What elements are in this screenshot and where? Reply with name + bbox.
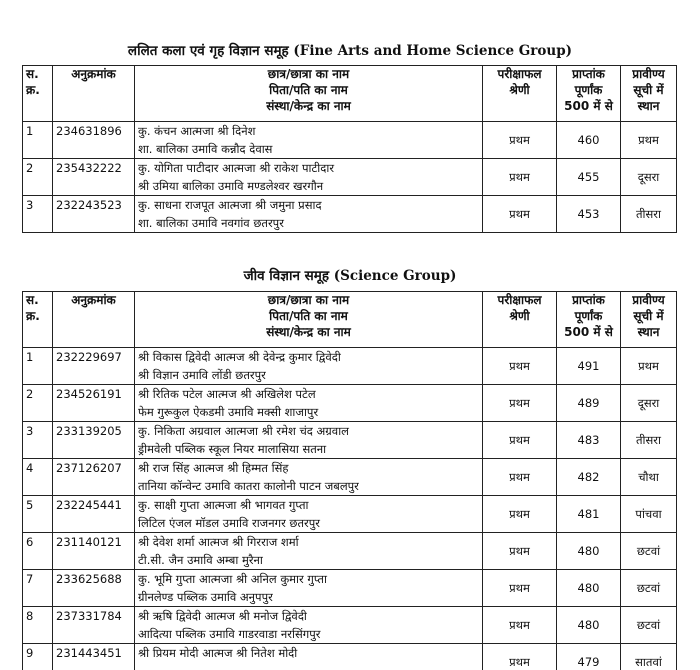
roll-number: 231443451 [53, 644, 135, 670]
header-marks: प्राप्तांक पूर्णांक 500 में से [557, 292, 621, 348]
grade: प्रथम [483, 459, 557, 496]
merit-rank: प्रथम [621, 122, 677, 159]
marks: 455 [557, 159, 621, 196]
marks: 480 [557, 607, 621, 644]
student-details: श्री ऋषि द्विवेदी आत्मज श्री मनोज द्विवेदी आदित्या पब्लिक उमावि गाडरवाडा नरसिंगपुर [135, 607, 483, 644]
merit-rank: पांचवा [621, 496, 677, 533]
grade: प्रथम [483, 644, 557, 670]
grade: प्रथम [483, 385, 557, 422]
student-details: कु. साक्षी गुप्ता आत्मजा श्री भागवत गुप्ता लिटिल एंजल मॉडल उमावि राजनगर छतरपुर [135, 496, 483, 533]
student-details: श्री विकास द्विवेदी आत्मज श्री देवेन्द्र कुमार द्विवेदी श्री विज्ञान उमावि लोंडी छतरपुर [135, 348, 483, 385]
merit-rank: छटवां [621, 607, 677, 644]
science-table [22, 291, 677, 670]
merit-rank: छटवां [621, 570, 677, 607]
fine-arts-section-title: ललित कला एवं गृह विज्ञान समूह (Fine Arts and Home Science Group) [127, 43, 573, 59]
student-details: कु. योगिता पाटीदार आत्मजा श्री राकेश पाटीदार श्री उमिया बालिका उमावि मण्डलेश्वर खरगौन [135, 159, 483, 196]
roll-number: 237331784 [53, 607, 135, 644]
marks: 483 [557, 422, 621, 459]
table-row [23, 196, 677, 233]
header-grade: परीक्षाफल श्रेणी [483, 292, 557, 348]
serial-number: 7 [23, 570, 53, 607]
merit-rank: प्रथम [621, 348, 677, 385]
grade: प्रथम [483, 496, 557, 533]
roll-number: 235432222 [53, 159, 135, 196]
grade: प्रथम [483, 348, 557, 385]
serial-number: 5 [23, 496, 53, 533]
marks: 481 [557, 496, 621, 533]
serial-number: 8 [23, 607, 53, 644]
serial-number: 1 [23, 348, 53, 385]
merit-rank: दूसरा [621, 385, 677, 422]
marks: 480 [557, 533, 621, 570]
grade: प्रथम [483, 533, 557, 570]
marks: 479 [557, 644, 621, 670]
merit-rank: चौथा [621, 459, 677, 496]
student-details: श्री राज सिंह आत्मज श्री हिम्मत सिंह तानिया कॉन्वेन्ट उमावि कातरा कालोनी पाटन जबलपुर [135, 459, 483, 496]
roll-number: 231140121 [53, 533, 135, 570]
marks: 491 [557, 348, 621, 385]
student-details: श्री देवेश शर्मा आत्मज श्री गिरराज शर्मा टी.सी. जैन उमावि अम्बा मुरैना [135, 533, 483, 570]
student-details: कु. साधना राजपूत आत्मजा श्री जमुना प्रसाद शा. बालिका उमावि नवगांव छतरपुर [135, 196, 483, 233]
grade: प्रथम [483, 122, 557, 159]
grade: प्रथम [483, 196, 557, 233]
table-header-row [23, 292, 677, 348]
merit-rank: तीसरा [621, 422, 677, 459]
table-row [23, 385, 677, 422]
marks: 480 [557, 570, 621, 607]
serial-number: 6 [23, 533, 53, 570]
header-grade: परीक्षाफल श्रेणी [483, 66, 557, 122]
merit-rank: सातवां [621, 644, 677, 670]
serial-number: 9 [23, 644, 53, 670]
table-row [23, 607, 677, 644]
table-row [23, 533, 677, 570]
science-section-title: जीव विज्ञान समूह (Science Group) [243, 268, 457, 284]
header-rank: प्रावीण्य सूची में स्थान [621, 292, 677, 348]
header-sno: स. क्र. [23, 66, 53, 122]
table-row [23, 459, 677, 496]
serial-number: 2 [23, 385, 53, 422]
table-row [23, 496, 677, 533]
roll-number: 232229697 [53, 348, 135, 385]
header-name: छात्र/छात्रा का नाम पिता/पति का नाम संस्था/केन्द्र का नाम [135, 292, 483, 348]
table-row [23, 348, 677, 385]
roll-number: 232245441 [53, 496, 135, 533]
roll-number: 232243523 [53, 196, 135, 233]
marks: 453 [557, 196, 621, 233]
student-details: कु. कंचन आत्मजा श्री दिनेश शा. बालिका उमावि कन्नौद देवास [135, 122, 483, 159]
student-details: कु. भूमि गुप्ता आत्मजा श्री अनिल कुमार गुप्ता ग्रीनलेण्ड पब्लिक उमावि अनुपपुर [135, 570, 483, 607]
table-row [23, 159, 677, 196]
merit-rank: छटवां [621, 533, 677, 570]
table-row [23, 644, 677, 670]
serial-number: 3 [23, 422, 53, 459]
header-marks: प्राप्तांक पूर्णांक 500 में से [557, 66, 621, 122]
serial-number: 1 [23, 122, 53, 159]
marks: 489 [557, 385, 621, 422]
header-roll: अनुक्रमांक [53, 292, 135, 348]
header-rank: प्रावीण्य सूची में स्थान [621, 66, 677, 122]
header-roll: अनुक्रमांक [53, 66, 135, 122]
grade: प्रथम [483, 159, 557, 196]
grade: प्रथम [483, 422, 557, 459]
roll-number: 234526191 [53, 385, 135, 422]
marks: 460 [557, 122, 621, 159]
table-header-row [23, 66, 677, 122]
grade: प्रथम [483, 607, 557, 644]
marks: 482 [557, 459, 621, 496]
serial-number: 2 [23, 159, 53, 196]
header-name: छात्र/छात्रा का नाम पिता/पति का नाम संस्था/केन्द्र का नाम [135, 66, 483, 122]
table-row [23, 122, 677, 159]
grade: प्रथम [483, 570, 557, 607]
header-sno: स. क्र. [23, 292, 53, 348]
student-details: श्री प्रियम मोदी आत्मज श्री नितेश मोदी [135, 644, 483, 670]
roll-number: 233625688 [53, 570, 135, 607]
serial-number: 4 [23, 459, 53, 496]
student-details: कु. निकिता अग्रवाल आत्मजा श्री रमेश चंद अग्रवाल ड्रीमवेली पब्लिक स्कूल नियर मालासिया सतना [135, 422, 483, 459]
table-row [23, 422, 677, 459]
roll-number: 233139205 [53, 422, 135, 459]
merit-rank: तीसरा [621, 196, 677, 233]
serial-number: 3 [23, 196, 53, 233]
fine-arts-table [22, 65, 677, 233]
roll-number: 234631896 [53, 122, 135, 159]
merit-rank: दूसरा [621, 159, 677, 196]
table-row [23, 570, 677, 607]
roll-number: 237126207 [53, 459, 135, 496]
student-details: श्री रितिक पटेल आत्मज श्री अखिलेश पटेल फेम गुरूकुल ऐकडमी उमावि मक्सी शाजापुर [135, 385, 483, 422]
